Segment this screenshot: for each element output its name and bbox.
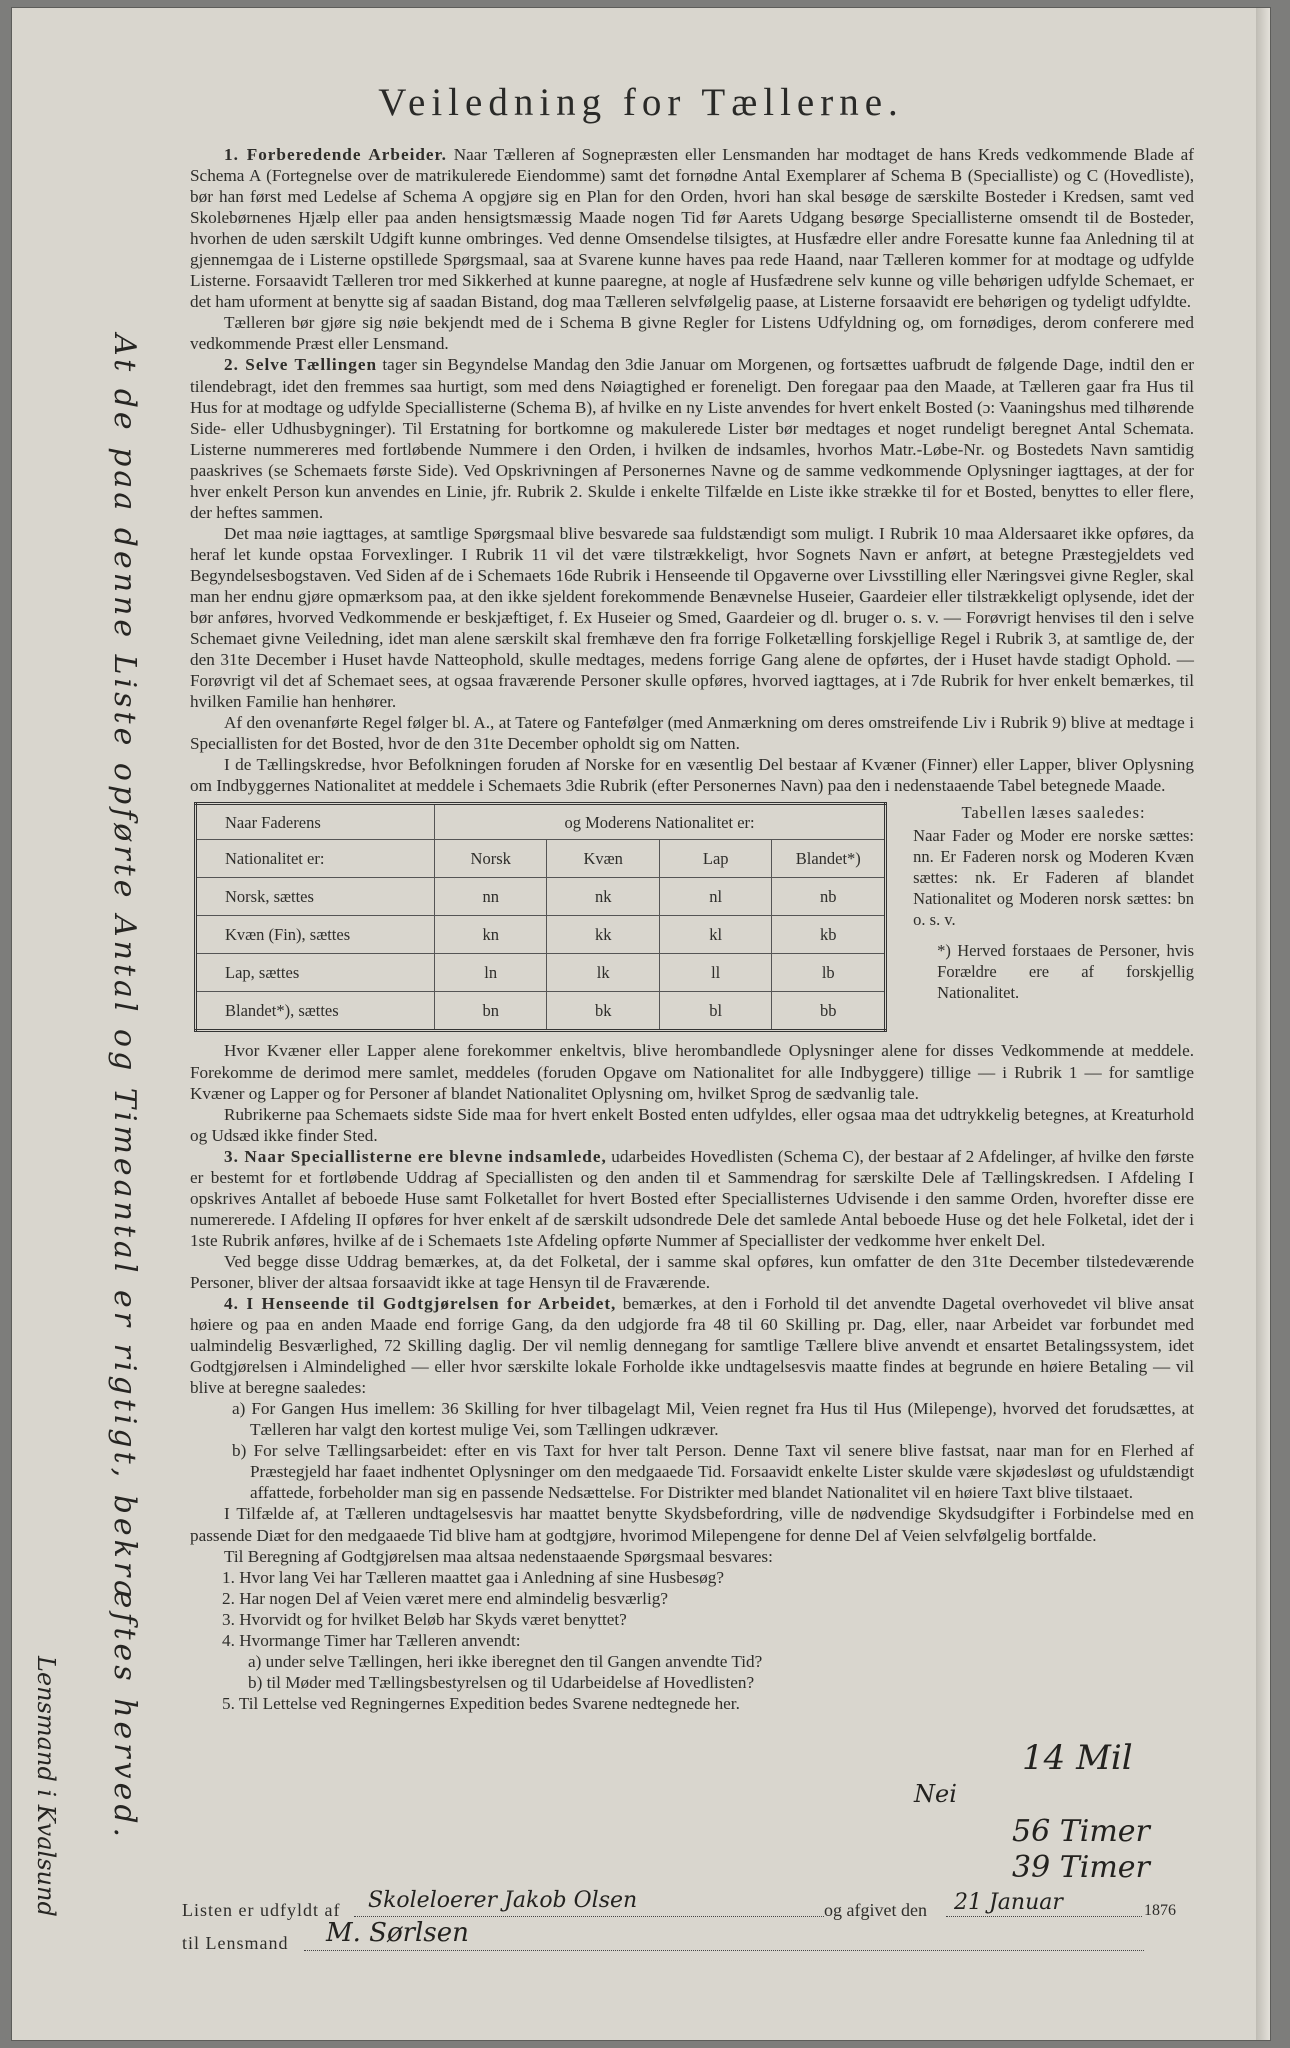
margin-attestation: At de paa denne Liste opførte Antal og Timeantal er rigtigt, bekræftes herved. bbox=[107, 334, 142, 1842]
row-label: Norsk, sættes bbox=[196, 878, 435, 916]
table-cell: ln bbox=[434, 954, 547, 992]
section-4-text: bemærkes, at den i Forhold til det anvendte Dagetal overhovedet vil blive ansat høiere og paa en anden Maade end forrige Gang, da den udgjorde fra 48 til 60 Skilling pr. Dag, eller, naar Arbeidet var forbundet med ualmindelig Besværlighed, 72 Skilling daglig. Der vil nemlig dennegang for samtlige Tællere blive anvendt et ensartet Betalingssystem, idet Godtgjørelsen i Almindelighed — eller hvor særskilte lokale Forholde ikke undtagelsesvis maatte findes at begrunde en høiere Betaling — vil blive at beregne saaledes: bbox=[190, 1294, 1194, 1398]
section-1-para-2: Tælleren bør gjøre sig nøie bekjendt med de i Schema B givne Regler for Listens Udfyldning og, om fornødiges, derom conferere med vedkommende Præst eller Lensmand. bbox=[190, 313, 1194, 354]
section-2 bbox=[190, 354, 1194, 522]
table-cell: bb bbox=[772, 992, 886, 1031]
footer-line-2-label: til Lensmand bbox=[182, 1933, 289, 1953]
section-1 bbox=[190, 144, 1194, 312]
section-4-para-3: Til Beregning af Godtgjørelsen maa altsaa nedenstaaende Spørgsmaal besvares: bbox=[224, 1546, 773, 1566]
table-row bbox=[196, 954, 886, 992]
table-cell: kk bbox=[547, 916, 660, 954]
section-4 bbox=[190, 1293, 1194, 1398]
margin-lensmand: Lensmand i Kvalsund bbox=[32, 1656, 60, 1917]
question-2: 2. Har nogen Del af Veien været mere end almindelig besværlig? bbox=[222, 1588, 668, 1608]
section-4-item-b: b) For selve Tællingsarbeidet: efter en vis Taxt for hver talt Person. Denne Taxt vil senere blive fastsat, naar man for en Flerhed af Præstegjeld har faaet indhentet Oplysninger om den medgaaede Tid. Forsaavidt enkelte Lister skulde være skjødesløst og ufuldstændigt affattede, forbeholder man sig en passende Nedsættelse. For Distrikter med blandet Nationalitet vil en høiere Taxt blive tilstaaet. bbox=[232, 1441, 1194, 1503]
table-head-father: Naar Faderens bbox=[196, 804, 435, 840]
table-cell: bl bbox=[659, 992, 771, 1031]
table-cell: ll bbox=[659, 954, 771, 992]
table-cell: kb bbox=[772, 916, 886, 954]
section-2-text: tager sin Begyndelse Mandag den 3die Januar om Morgenen, og fortsættes uafbrudt de følgende Dage, indtil den er tilendebragt, idet den fremmes saa hurtigt, som med dens Nøiagtighed er foreneligt. Den foregaar paa den Maade, at Tælleren gaar fra Hus til Hus for at modtage og udfylde Speciallisterne (Schema B), af hvilke en ny Liste anvendes for hvert enkelt Bosted (ɔ: Vaaningshus med tilhørende Side- eller Udhusbygninger). Til Erstatning for bortkomne og makulerede Lister bør medtages et noget rundeligt beregnet Antal Schemata. Listerne nummereres med fortløbende Nummere i den Orden, i hvilken de indsamles, hvorhos Matr.-Løbe-Nr. og Bostedets Navn samtidig paaskrives (se Schemaets første Side). Ved Opskrivningen af Personernes Navne og de samme vedkommende Oplysninger iagttages, at der for hver enkelt Person kun anvendes en Linie, jfr. Rubrik 2. Skulde i enkelte Tilfælde en Liste ikke strække til for et Bosted, benyttes to eller flere, der heftes sammen. bbox=[190, 355, 1195, 522]
delivery-year: 1876 bbox=[1144, 1902, 1176, 1919]
col-header: Norsk bbox=[434, 840, 547, 878]
table-head-father-2: Nationalitet er: bbox=[196, 840, 435, 878]
table-cell: kn bbox=[434, 916, 547, 954]
section-2-heading: 2. Selve Tællingen bbox=[224, 355, 378, 375]
delivery-date: 21 Januar bbox=[954, 1890, 1063, 1915]
col-header: Lap bbox=[659, 840, 771, 878]
table-row bbox=[196, 878, 886, 916]
question-1: 1. Hvor lang Vei har Tælleren maattet gaa i Anledning af sine Husbesøg? bbox=[222, 1567, 724, 1587]
explanation-heading: Tabellen læses saaledes: bbox=[961, 803, 1146, 823]
nationality-block bbox=[194, 802, 1194, 1032]
table-cell: kl bbox=[659, 916, 771, 954]
lensmand-line bbox=[304, 1950, 1144, 1951]
row-label: Lap, sættes bbox=[196, 954, 435, 992]
section-3-para-2: Ved begge disse Uddrag bemærkes, at, da det Folketal, der i samme skal opføres, kun omfatter de den 31te December tilstedeværende Personer, bliver der altsaa forsaavidt ikke at tage Hensyn til de Fraværende. bbox=[190, 1251, 1194, 1292]
question-4b: b) til Møder med Tællingsbestyrelsen og til Udarbeidelse af Hovedlisten? bbox=[248, 1672, 755, 1692]
nationality-table bbox=[194, 802, 887, 1032]
question-4: 4. Hvormange Timer har Tælleren anvendt: bbox=[222, 1630, 521, 1650]
footnote: *) Herved forstaaes de Personer, hvis Forældre ere af forskjellig Nationalitet. bbox=[937, 941, 1194, 1003]
row-label: Blandet*), sættes bbox=[196, 992, 435, 1031]
lensmand-signature: M. Sørlsen bbox=[326, 1918, 469, 1948]
section-4-para-2: I Tilfælde af, at Tælleren undtagelsesvis har maattet benytte Skydsbefordring, ville de nødvendige Skydsudgifter i Forbindelse med en passende Diæt for den medgaaede Tid blive ham at godtgjøre, hvorimod Milepengene for denne Del af Veien selvfølgelig bortfalde. bbox=[190, 1504, 1194, 1545]
table-cell: bk bbox=[547, 992, 660, 1031]
answer-4a: 56 Timer bbox=[1012, 1814, 1150, 1849]
question-5: 5. Til Lettelse ved Regningernes Expedition bedes Svarene nedtegnede her. bbox=[222, 1693, 740, 1713]
answer-3: Nei bbox=[914, 1780, 957, 1808]
question-3: 3. Hvorvidt og for hvilket Beløb har Skyds været benyttet? bbox=[222, 1609, 627, 1629]
table-cell: lk bbox=[547, 954, 660, 992]
col-header: Kvæn bbox=[547, 840, 660, 878]
section-3-text: udarbeides Hovedlisten (Schema C), der bestaar af 2 Afdelinger, af hvilke den første er bestemt for et fortløbende Uddrag af Speciallisten og den anden til et Sammendrag for særskilte Dele af Tællingskredsen. I Afdeling I opskrives Antallet af beboede Huse samt Folketallet for hvert Bosted efter Speciallisternes Udvisende i den samme Orden, hvorefter disse ere numererede. I Afdeling II opføres for hver enkelt af de særskilt udsondrede Dele det samlede Antal beboede Huse og det hele Folketal, idet der i 1ste Rubrik anføres, hvilke af de i Schemaets 1ste Afdeling opførte Nummer af Speciallister der vedkomme hver enkelt Del. bbox=[190, 1146, 1194, 1250]
table-cell: bn bbox=[434, 992, 547, 1031]
date-line bbox=[946, 1916, 1142, 1917]
question-4a: a) under selve Tællingen, heri ikke iberegnet den til Gangen anvendte Tid? bbox=[248, 1651, 763, 1671]
section-2-para-2: Det maa nøie iagttages, at samtlige Spørgsmaal blive besvarede saa fuldstændigt som muligt. I Rubrik 10 maa Aldersaaret ikke opføres, da heraf let kunde opstaa Forvexlinger. I Rubrik 11 vil det være tilstrækkeligt, hvor Sognets Navn er anført, at betegne Præstegjeldets ved Begyndelsesbogstaven. Ved Siden af de i Schemaets 16de Rubrik i Henseende til Opgaverne over Livsstilling eller Næringsvei givne Regler, skal man her endnu gjøre opmærksom paa, at den ikke sjeldent forekommende Benævnelse Huseier, Gaardeier eller tilstrækkeligt oplysende, idet der bør anføres, hvorved Vedkommende er beskjæftiget, f. Ex Huseier og Smed, Gaardeier og dl. bruger o. s. v. — Forøvrigt henvises til den i selve Schemaet givne Veiledning, idet man alene særskilt skal fremhæve den fra forrige Folketælling forskjellige Regel i Rubrik 3, at samtlige de, der den 31te December i Huset havde Natteophold, skulle medtages, medens forrige Gang alene de opførtes, der i Huset havde stadigt Ophold. — Forøvrigt vil det af Schemaet sees, at ogsaa fraværende Personer skulle opføres, hvorved iagttages, at i 7de Rubrik for hver enkelt bemærkes, til hvilken Familie han henhører. bbox=[190, 523, 1194, 712]
section-4-heading: 4. I Henseende til Godtgjørelsen for Arbeidet, bbox=[224, 1294, 617, 1314]
footer-line-1-mid: og afgivet den bbox=[824, 1900, 927, 1920]
table-cell: lb bbox=[772, 954, 886, 992]
table-head-mother: og Moderens Nationalitet er: bbox=[434, 804, 885, 840]
table-cell: nn bbox=[434, 878, 547, 916]
section-2-para-6: Rubrikerne paa Schemaets sidste Side maa for hvert enkelt Bosted enten udfyldes, eller ogsaa maa det udtrykkelig betegnes, at Kreaturhold og Udsæd ikke finder Sted. bbox=[190, 1104, 1194, 1145]
section-2-para-3: Af den ovenanførte Regel følger bl. A., at Tatere og Fantefølger (med Anmærkning om deres omstreifende Liv i Rubrik 9) blive at medtage i Speciallisten for det Bosted, hvor de den 31te December opholdt sig om Natten. bbox=[190, 713, 1194, 754]
table-cell: nb bbox=[772, 878, 886, 916]
answer-1: 14 Mil bbox=[1022, 1738, 1133, 1778]
instruction-body bbox=[190, 144, 1194, 1714]
section-1-text: Naar Tælleren af Sognepræsten eller Lensmanden har modtaget de hans Kreds vedkommende Blade af Schema A (Fortegnelse over de matrikulerede Eiendomme) samt det fornødne Antal Exemplarer af Schema B (Specialliste) og C (Hovedliste), bør han først med Ledelse af Schema A opgjøre sig en Plan for den Orden, hvori han skal besøge de særskilte Bosteder i Kredsen, samt ved Skolebørnenes Hjælp eller paa anden hensigtsmæssig Maade nogen Tid før Aarets Udgang besørge Speciallisterne omsendt til de Bosteder, hvorhen de uden særskilt Udgift kunne ombringes. Ved denne Omsendelse tilsigtes, at Husfædre eller andre Foresatte kunne faa Anledning til at gjennemgaa de i Listerne opstillede Spørgsmaal, saa at Svarene kunne haves paa rede Haand, naar Tælleren kommer for at modtage og udfylde Listerne. Forsaavidt Tælleren tror med Sikkerhed at kunne paaregne, at nogle af Husfædrene selv kunne og ville behørigen udfylde Schemaet, er det ham uforment at benytte sig af saadan Bistand, dog maa Tælleren selvfølgelig paase, at Listerne forsaavidt ere behørigen og tydeligt udfyldte. bbox=[190, 145, 1194, 312]
col-header: Blandet*) bbox=[772, 840, 886, 878]
section-2-para-5: Hvor Kvæner eller Lapper alene forekommer enkeltvis, blive herombandlede Oplysninger alene for disses Vedkommende at meddele. Forekomme de derimod mere samlet, meddeles (foruden Opgave om Nationalitet for alle Indbyggere) tillige — i Rubrik 1 — for samtlige Kvæner og Lapper og for Personer af blandet Nationalitet Oplysning om, hvilket Sprog de sædvanlig tale. bbox=[190, 1041, 1194, 1103]
row-label: Kvæn (Fin), sættes bbox=[196, 916, 435, 954]
section-1-heading: 1. Forberedende Arbeider. bbox=[224, 145, 447, 164]
section-2-para-4: I de Tællingskredse, hvor Befolkningen foruden af Norske for en væsentlig Del bestaar af Kvæner (Finner) eller Lapper, bliver Oplysning om Indbyggernes Nationalitet at meddele i Schemaets 3die Rubrik (efter Personernes Navn) paa den i nedenstaaende Tabel betegnede Maade. bbox=[190, 755, 1194, 796]
signature-line bbox=[354, 1916, 824, 1917]
paper-edge bbox=[1256, 8, 1270, 2040]
footer-line-1-label: Listen er udfyldt af bbox=[182, 1900, 341, 1920]
table-row bbox=[196, 916, 886, 954]
census-instruction-sheet bbox=[12, 8, 1270, 2040]
answer-4b: 39 Timer bbox=[1012, 1850, 1150, 1885]
section-4-item-a: a) For Gangen Hus imellem: 36 Skilling for hver tilbagelagt Mil, Veien regnet fra Hus til Hus (Milepenge), hvorved det forudsættes, at Tælleren har valgt den kortest mulige Vei, som Tællingen udkræver. bbox=[232, 1399, 1194, 1440]
table-cell: nk bbox=[547, 878, 660, 916]
table-row bbox=[196, 992, 886, 1031]
page-title: Veiledning for Tællerne. bbox=[378, 81, 904, 124]
section-3-heading: 3. Naar Speciallisterne ere blevne indsamlede, bbox=[224, 1146, 607, 1166]
section-3 bbox=[190, 1146, 1194, 1251]
table-explanation bbox=[913, 802, 1194, 1032]
explanation-text: Naar Fader og Moder ere norske sættes: nn. Er Faderen norsk og Moderen Kvæn sættes: nk. Er Faderen af blandet Nationalitet og Moderen norsk sættes: bn o. s. v. bbox=[913, 826, 1194, 930]
enumerator-signature: Skoleloerer Jakob Olsen bbox=[368, 1888, 638, 1913]
table-cell: nl bbox=[659, 878, 771, 916]
